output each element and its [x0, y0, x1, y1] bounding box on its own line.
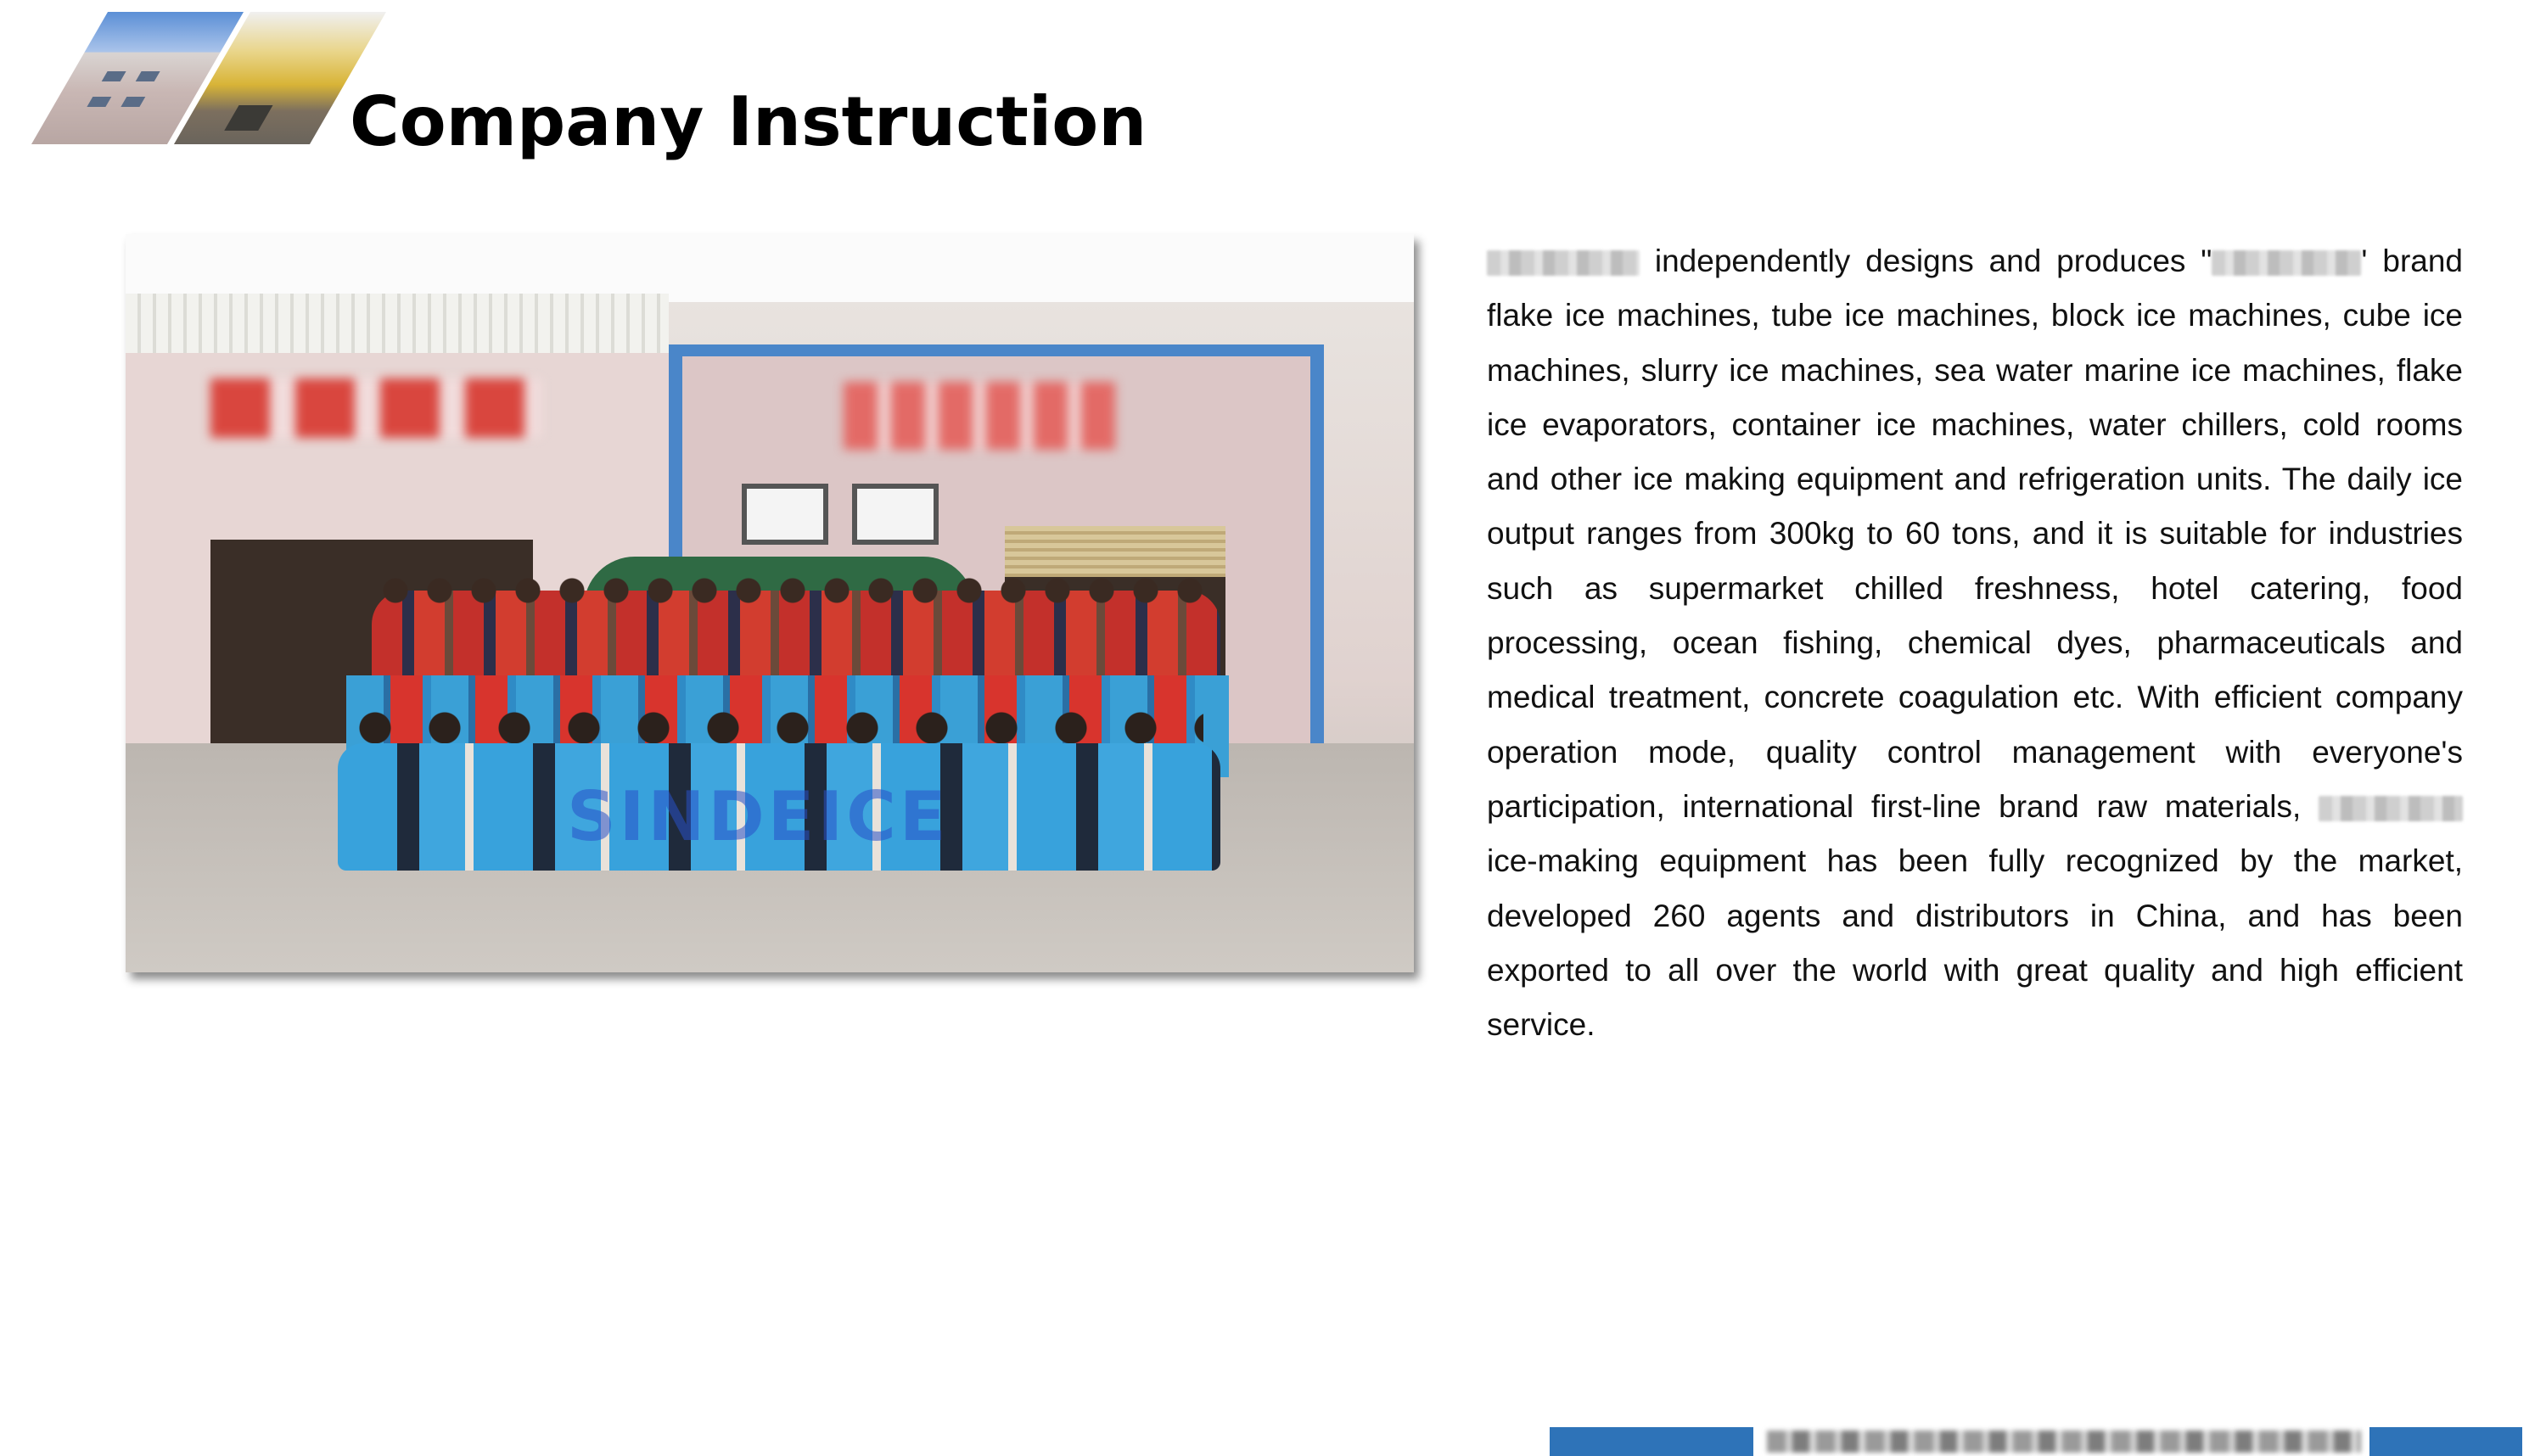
photo-watermark: SINDEICE: [567, 777, 950, 856]
footer-bar: [1550, 1427, 2522, 1456]
redacted-brand-name: [2212, 250, 2361, 276]
page-title: Company Instruction: [350, 82, 1147, 161]
footer-redacted-text: [1767, 1431, 2361, 1453]
footer-accent-left: [1550, 1427, 1753, 1456]
logo: [19, 12, 324, 144]
company-description: [1487, 234, 2463, 1052]
redacted-company-name: [1487, 250, 1640, 276]
redacted-company-name-2: [2319, 796, 2463, 821]
description-part-3: ice-making equipment has been fully recognized by the market, developed 260 agents and distributors in China, and has been exported to all over the world with great quality and high efficient service.: [1487, 843, 2463, 1043]
description-part-1: independently designs and produces ": [1640, 244, 2212, 278]
description-part-2: ' brand flake ice machines, tube ice machines, block ice machines, cube ice machines, slurry ice machines, sea water marine ice machines, flake ice evaporators, container ice machines, water chillers, cold rooms and other ice making equipment and refrigeration units. The daily ice output ranges from 300kg to 60 tons, and it is suitable for industries such as supermarket chilled freshness, hotel catering, food processing, ocean fishing, chemical dyes, pharmaceuticals and medical treatment, concrete coagulation etc. With efficient company operation mode, quality control management with everyone's participation, international first-line brand raw materials,: [1487, 244, 2463, 824]
footer-accent-right: [2369, 1427, 2522, 1456]
team-photo: [126, 234, 1414, 972]
